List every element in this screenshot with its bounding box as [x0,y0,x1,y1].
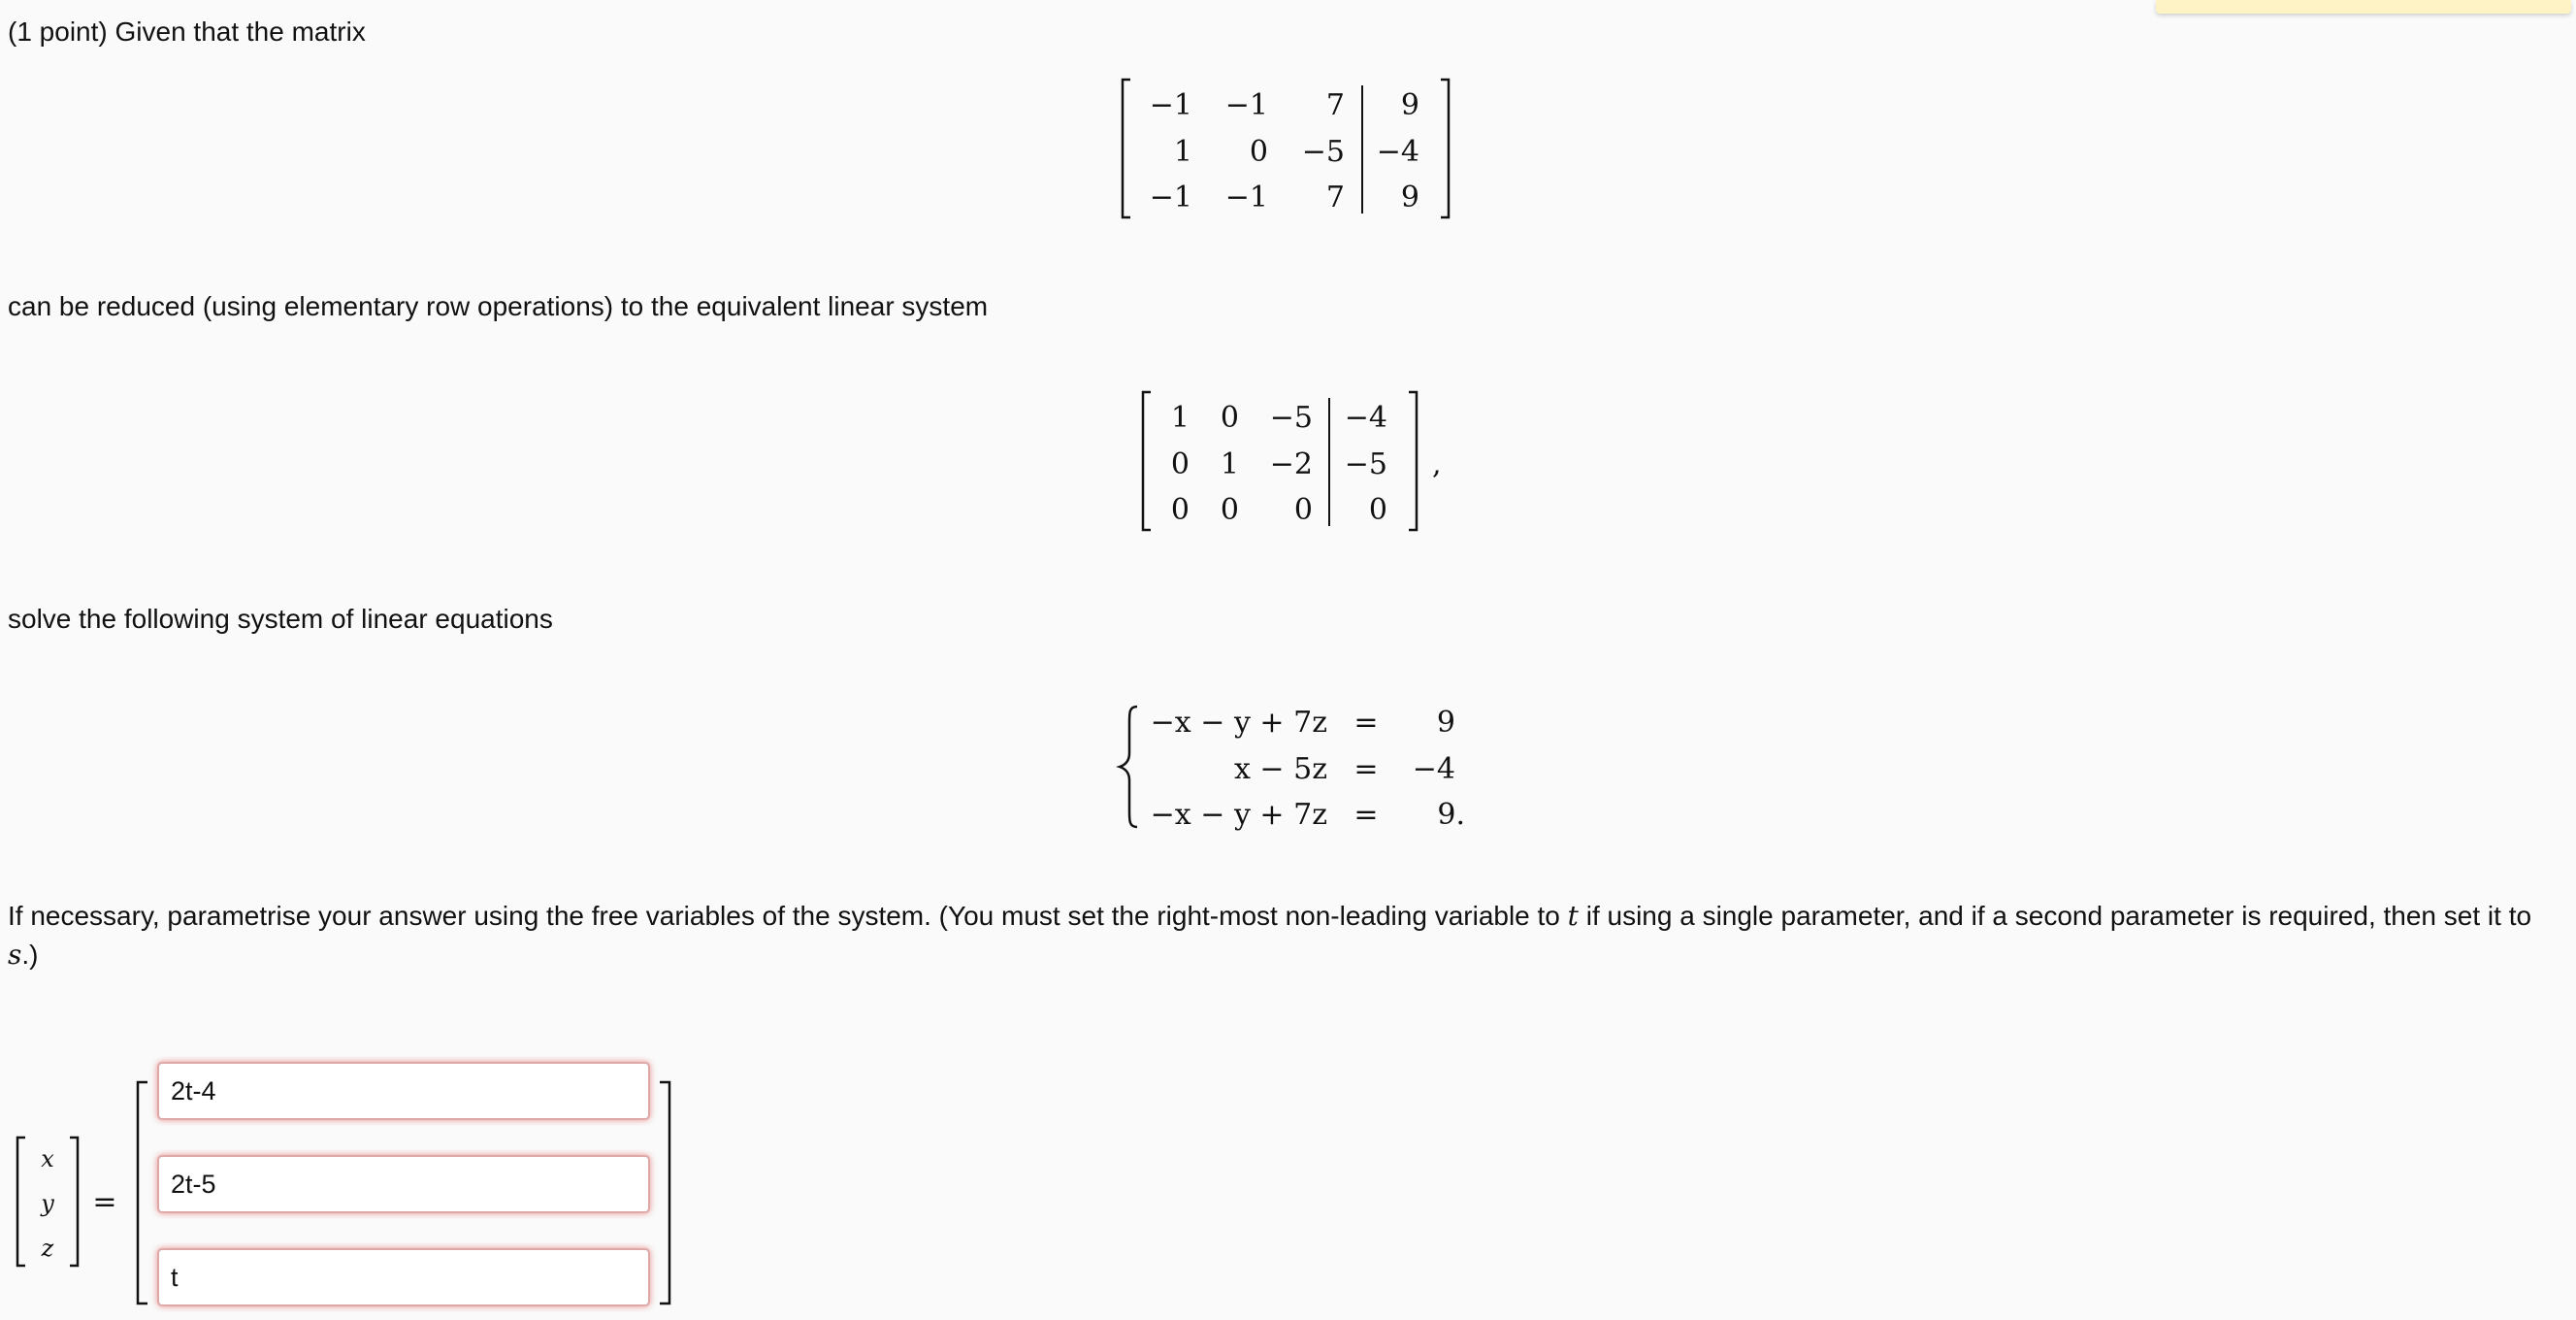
cell-a-3-1: −1 [1149,181,1192,214]
equation-1-rhs: 9 [1436,706,1455,740]
cell-a-3-4: 9 [1400,181,1419,214]
right-bracket [1409,392,1417,530]
right-bracket [660,1082,669,1304]
augmented-matrix-reduced [1135,382,1465,538]
equation-system [1116,689,1484,844]
trailing-comma: , [1432,447,1442,481]
equation-3-lhs: −x − y + 7z [1150,798,1327,832]
equation-3-rhs: 9. [1437,798,1465,832]
var-y: y [41,1190,54,1217]
cell-b-3-2: 0 [1220,493,1239,527]
var-z: z [41,1235,54,1262]
cell-b-1-4: −4 [1344,401,1387,435]
equation-1-lhs: −x − y + 7z [1150,706,1327,740]
cell-a-2-4: −4 [1376,135,1419,169]
answer-x-input[interactable] [157,1062,650,1120]
reduced-text: can be reduced (using elementary row operations) to the equivalent linear system [8,291,989,321]
solve-text: solve the following system of linear equations [8,604,553,634]
right-bracket [70,1138,78,1266]
cell-b-2-1: 0 [1170,447,1190,481]
variable-vector [12,1134,118,1270]
left-brace [1120,707,1137,827]
var-x: x [41,1145,54,1172]
cell-b-3-4: 0 [1368,493,1387,527]
cell-b-3-3: 0 [1293,493,1313,527]
cell-b-2-4: −5 [1344,447,1387,481]
cell-b-3-1: 0 [1170,493,1190,527]
cell-a-2-1: 1 [1173,135,1192,169]
cell-b-1-3: −5 [1269,401,1313,435]
equation-3-equals: = [1353,798,1379,832]
equation-2-lhs: x − 5z [1233,752,1327,786]
cell-b-2-2: 1 [1220,447,1239,481]
left-bracket [1143,392,1151,530]
cell-b-2-3: −2 [1269,447,1313,481]
cell-a-1-3: 7 [1325,88,1345,122]
equals-sign: = [92,1185,117,1219]
equation-2-equals: = [1353,752,1379,786]
cell-a-1-2: −1 [1224,88,1268,122]
equation-1-equals: = [1353,706,1379,740]
answer-y-input[interactable] [157,1155,650,1213]
cell-a-2-2: 0 [1249,135,1268,169]
right-bracket [1441,80,1449,217]
sticky-note-edge [2156,0,2571,14]
left-bracket [138,1082,147,1304]
cell-a-3-3: 7 [1325,181,1345,214]
left-bracket [1123,80,1130,217]
cell-b-1-1: 1 [1170,401,1190,435]
cell-a-1-4: 9 [1400,88,1419,122]
cell-a-2-3: −5 [1301,135,1345,169]
answer-z-input[interactable] [157,1248,650,1306]
problem-intro: (1 point) Given that the matrix [8,16,366,47]
augmented-matrix-original [1116,70,1465,225]
equation-2-rhs: −4 [1412,752,1455,786]
parametrise-instructions: If necessary, parametrise your answer using the free variables of the system. (You must set the right-most non-leading variable to t if using a single parameter, and if a second parameter is required, then set it to s.) [8,900,2532,971]
cell-a-1-1: −1 [1149,88,1192,122]
cell-a-3-2: −1 [1224,181,1268,214]
cell-b-1-2: 0 [1220,401,1239,435]
left-bracket [17,1138,25,1266]
